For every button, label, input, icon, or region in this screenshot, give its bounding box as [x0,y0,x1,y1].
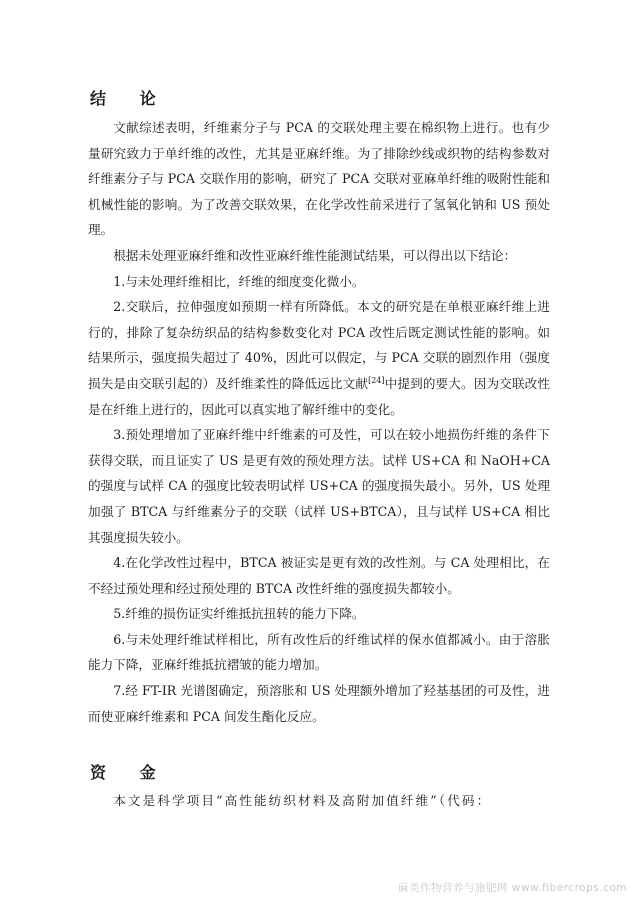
funding-heading: 资 金 [90,763,170,782]
funding-text: 本文是科学项目“高性能纺织材料及高附加值纤维”（代码： [113,793,492,808]
conclusion-point-7: 7.经 FT-IR 光谱图确定，预溶胀和 US 处理额外增加了羟基基团的可及性，进而使亚麻纤维素和 PCA 间发生酯化反应。 [88,683,550,724]
citation-24: [24] [368,375,385,385]
conclusion-body [88,115,550,729]
point-2-text-a: 2.交联后，拉伸强度如预期一样有所降低。本文的研究是在单根亚麻纤维上进行的，排除了复杂纺织品的结构参数变化对 PCA 改性后既定测试性能的影响。如结果所示，强度损失超过了 40%，因此可以假定，与 PCA 交联的剧烈作用（强度损失是由交联引起的）及纤维柔性的降低远比文献 [88,299,550,391]
conclusion-point-3: 3.预处理增加了亚麻纤维中纤维素的可及性，可以在较小地损伤纤维的条件下获得交联，而且证实了 US 是更有效的预处理方法。试样 US+CA 和 NaOH+CA 的强度与试样 CA 的强度比较表明试样 US+CA 的强度损失最小。另外，US 处理加强了 BTCA 与纤维素分子的交联（试样 US+BTCA），且与试样 US+CA 相比其强度损失较小。 [88,427,550,545]
conclusion-point-4: 4.在化学改性过程中，BTCA 被证实是更有效的改性剂。与 CA 处理相比，在不经过预处理和经过预处理的 BTCA 改性纤维的强度损失都较小。 [88,555,550,596]
conclusion-point-2 [88,294,550,422]
point-2-text-b: 中提到的要大。因为交联改性是在纤维上进行的，因此可以真实地了解纤维中的变化。 [88,375,551,417]
conclusion-point-5: 5.纤维的损伤证实纤维抵抗扭转的能力下降。 [113,606,365,622]
conclusion-heading: 结 论 [90,89,170,108]
paragraph-intro: 文献综述表明，纤维素分子与 PCA 的交联处理主要在棉织物上进行。也有少量研究致力于单纤维的改性，尤其是亚麻纤维。为了排除纱线或织物的结构参数对纤维素分子与 PCA 交联作用的影响，研究了 PCA 交联对亚麻单纤维的吸附性能和机械性能的影响。为了改善交联效果，在化学改性前采进行了氢氧化钠和 US 预处理。 [88,120,550,238]
conclusion-point-6: 6.与未处理纤维试样相比，所有改性后的纤维试样的保水值都减小。由于溶胀能力下降，亚麻纤维抵抗褶皱的能力增加。 [88,631,550,673]
conclusion-point-1: 1.与未处理纤维相比，纤维的细度变化微小。 [113,273,365,289]
paragraph-lead: 根据未处理亚麻纤维和改性亚麻纤维性能测试结果，可以得出以下结论： [113,247,517,263]
site-watermark: 麻类作物营养与施肥网 www.fibercrops.com [398,882,627,894]
